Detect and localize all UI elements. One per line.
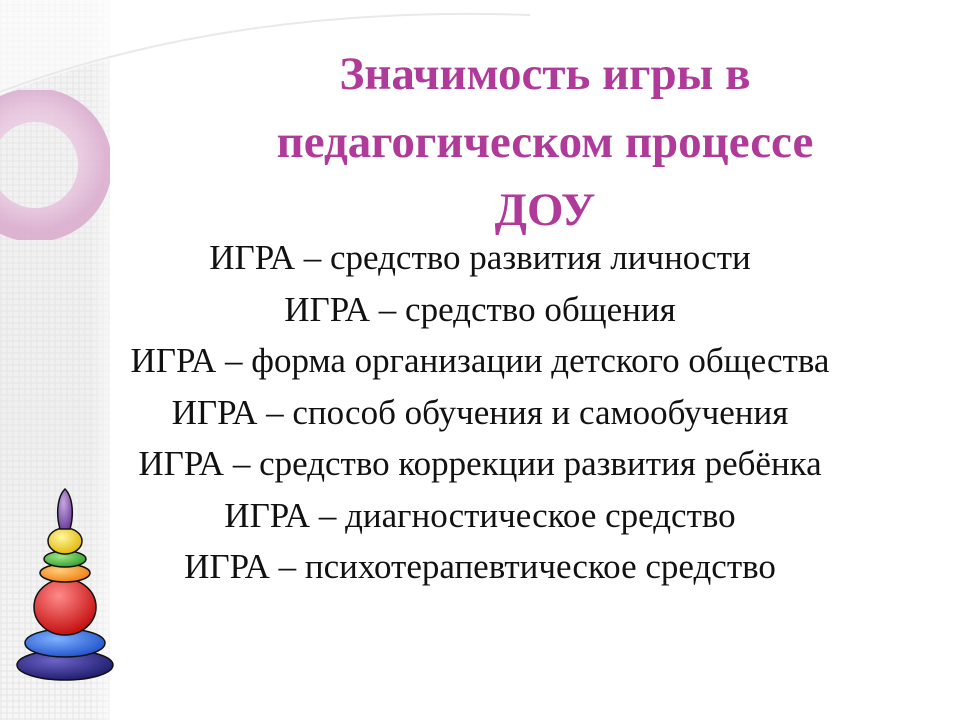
text-line-1: ИГРА – средство развития личности: [209, 238, 751, 277]
text-line-5: ИГРА – средство коррекции развития ребёнка: [138, 444, 822, 483]
title-line-1: Значимость игры в: [339, 48, 751, 100]
text-line-6: ИГРА – диагностическое средство: [224, 495, 736, 535]
stacking-ring-pyramid-icon: [10, 485, 120, 685]
pink-ring-icon: [0, 90, 110, 240]
text-line-4: ИГРА – способ обучения и самообучения: [171, 392, 789, 432]
title-line-2: педагогическом процессе: [276, 116, 814, 168]
body-text: [0, 232, 960, 593]
text-line-7: ИГРА – психотерапевтическое средство: [184, 547, 776, 586]
title-line-3: ДОУ: [494, 184, 596, 236]
slide-title: [140, 40, 950, 244]
text-line-2: ИГРА – средство общения: [284, 289, 676, 329]
text-line-3: ИГРА – форма организации детского общества: [130, 341, 830, 380]
